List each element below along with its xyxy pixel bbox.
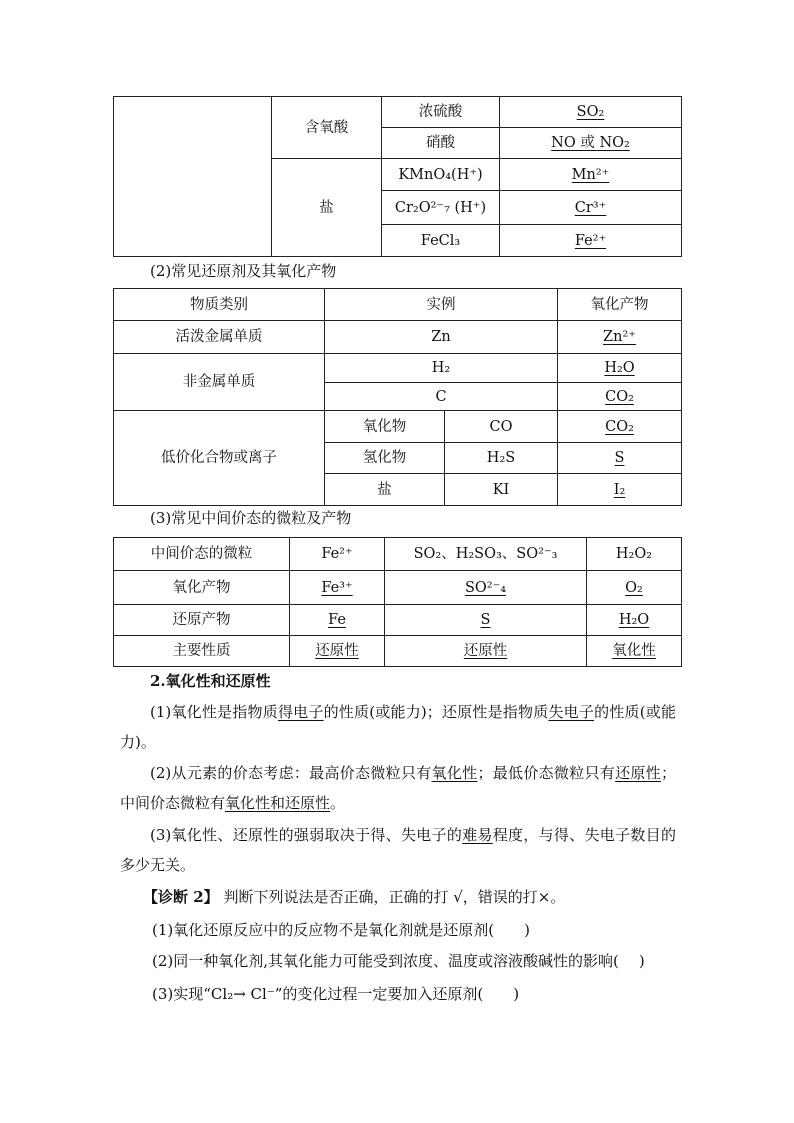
- example-cell: CO: [445, 411, 558, 443]
- product-cell: Fe²⁺: [500, 225, 682, 257]
- header-cell: 物质类别: [114, 289, 325, 321]
- product-cell: I₂: [558, 474, 682, 506]
- example-cell: 硝酸: [382, 128, 500, 159]
- example-cell: FeCl₃: [382, 225, 500, 257]
- cell: SO²⁻₄: [385, 571, 587, 605]
- example-cell: Cr₂O²⁻₇ (H⁺): [382, 191, 500, 225]
- product-cell: CO₂: [558, 383, 682, 411]
- row-label: 中间价态的微粒: [114, 538, 290, 571]
- group-salt: 盐: [272, 159, 382, 257]
- row-label: 主要性质: [114, 636, 290, 667]
- cell: 氧化性: [587, 636, 682, 667]
- diagnosis-tag: 【诊断 2】: [143, 888, 219, 906]
- section-heading: 2.氧化性和还原性: [150, 672, 271, 690]
- answer-blank: 氧化性和还原性: [225, 794, 331, 812]
- product-cell: Zn²⁺: [558, 321, 682, 354]
- cell: Fe²⁺: [290, 538, 385, 571]
- section-title-intermediate: (3)常见中间价态的微粒及产物: [150, 509, 352, 527]
- row-label: 氧化产物: [114, 571, 290, 605]
- section-title-reducers: (2)常见还原剂及其氧化产物: [150, 262, 337, 280]
- product-cell: Mn²⁺: [500, 159, 682, 191]
- answer-blank: 氧化性: [431, 764, 478, 782]
- product-cell: CO₂: [558, 411, 682, 443]
- example-cell: 浓硫酸: [382, 97, 500, 128]
- product-cell: S: [558, 443, 682, 474]
- cell: SO₂、H₂SO₃、SO²⁻₃: [385, 538, 587, 571]
- subcategory-cell: 氧化物: [325, 411, 445, 443]
- answer-blank: 得电子: [277, 703, 324, 721]
- answer-blank: 还原性: [615, 764, 661, 782]
- product-cell: SO₂: [500, 97, 682, 128]
- cell: H₂O₂: [587, 538, 682, 571]
- category-cell: 活泼金属单质: [114, 321, 325, 354]
- paragraph-2: (2)从元素的价态考虑：最高价态微粒只有氧化性；最低价态微粒只有还原性；中间价态微粒有氧化性和还原性。: [120, 764, 676, 812]
- answer-blank: 难易: [462, 826, 493, 844]
- product-cell: H₂O: [558, 354, 682, 383]
- cell: 还原性: [290, 636, 385, 667]
- answer-blank: 失电子: [548, 703, 595, 721]
- paragraph-3: (3)氧化性、还原性的强弱取决于得、失电子的难易程度，与得、失电子数目的多少无关。: [120, 826, 676, 874]
- category-cell: 非金属单质: [114, 354, 325, 411]
- oxidant-table: [113, 96, 682, 257]
- product-cell: Cr³⁺: [500, 191, 682, 225]
- paragraph-1: (1)氧化性是指物质得电子的性质(或能力)；还原性是指物质失电子的性质(或能力)。: [120, 703, 676, 751]
- cell: 还原性: [385, 636, 587, 667]
- example-cell: KI: [445, 474, 558, 506]
- example-cell: KMnO₄(H⁺): [382, 159, 500, 191]
- example-cell: H₂S: [445, 443, 558, 474]
- question-3: (3)实现“Cl₂→ Cl⁻”的变化过程一定要加入还原剂( ): [152, 985, 520, 1003]
- example-cell: C: [325, 383, 558, 411]
- subcategory-cell: 氢化物: [325, 443, 445, 474]
- intermediate-table: [113, 537, 682, 667]
- header-cell: 氧化产物: [558, 289, 682, 321]
- subcategory-cell: 盐: [325, 474, 445, 506]
- cell: S: [385, 605, 587, 636]
- diagnosis-intro: 【诊断 2】 判断下列说法是否正确，正确的打 √，错误的打×。: [143, 888, 566, 906]
- cell: H₂O: [587, 605, 682, 636]
- category-cell: 低价化合物或离子: [114, 411, 325, 506]
- question-2: (2)同一种氧化剂,其氧化能力可能受到浓度、温度或溶液酸碱性的影响( ): [152, 952, 645, 970]
- reducer-table: [113, 288, 682, 506]
- question-1: (1)氧化还原反应中的反应物不是氧化剂就是还原剂( ): [152, 921, 530, 939]
- cell: O₂: [587, 571, 682, 605]
- cell: Fe: [290, 605, 385, 636]
- row-label: 还原产物: [114, 605, 290, 636]
- example-cell: Zn: [325, 321, 558, 354]
- group-oxyacid: 含氧酸: [272, 97, 382, 159]
- example-cell: H₂: [325, 354, 558, 383]
- empty-category-cell: [114, 97, 272, 257]
- header-cell: 实例: [325, 289, 558, 321]
- product-cell: NO 或 NO₂: [500, 128, 682, 159]
- cell: Fe³⁺: [290, 571, 385, 605]
